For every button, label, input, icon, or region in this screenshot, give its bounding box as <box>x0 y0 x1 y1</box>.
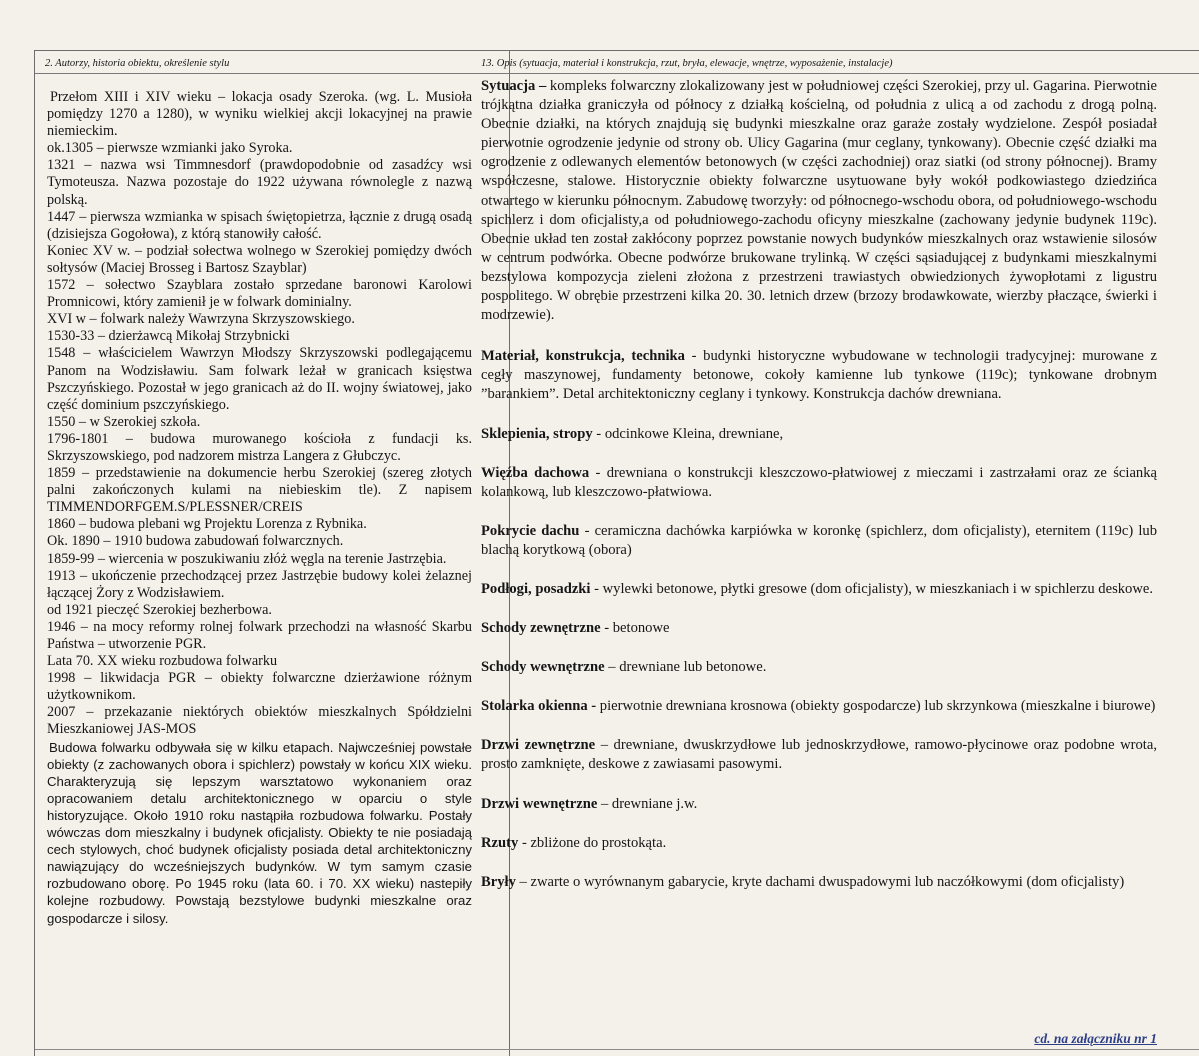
history-entry: ok.1305 – pierwsze wzmianki jako Syroka. <box>47 140 293 157</box>
history-entry: 1550 – w Szerokiej szkoła. <box>47 413 201 430</box>
history-entry: 1860 – budowa plebani wg Projektu Lorenza z Rybnika. <box>47 516 367 533</box>
history-entry: XVI w – folwark należy Wawrzyna Skrzyszowskiego. <box>47 311 355 328</box>
history-entry: 1946 – na mocy reformy rolnej folwark przechodzi na własność Skarbu Państwa – utworzenie PGR. <box>47 618 472 652</box>
history-entry: 1998 – likwidacja PGR – obiekty folwarczne dzierżawione różnym użytkownikom. <box>47 670 472 704</box>
section-text: – drewniane, dwuskrzydłowe lub jednoskrzydłowe, ramowo-płycinowe oraz podobne wrota, prosto zamknięte, deskowe z zawiasami pasowymi. <box>481 737 1157 773</box>
section-label: Materiał, konstrukcja, technika <box>481 348 685 365</box>
description-roof-structure <box>481 464 1157 502</box>
history-entry: Koniec XV w. – podział sołectwa wolnego w Szerokiej pomiędzy dwóch sołtysów (Maciej Brosseg i Bartosz Szayblar) <box>47 242 472 276</box>
section-label: Bryły <box>481 873 516 890</box>
description-outer-stairs <box>481 619 1157 638</box>
attachment-link[interactable]: cd. na załączniku nr 1 <box>1034 1031 1157 1046</box>
history-summary: Budowa folwarku odbywała się w kilku etapach. Najwcześniej powstałe obiekty (z zachowanych obora i spichlerz) powstały w końcu XIX wieku. Charakteryzują się lepszym warsztatowo wykonaniem oraz opracowaniem detalu architektonicznego w oparciu o style historyzujące. Około 1910 roku nastąpiła rozbudowa folwarku. Postały wówczas dom mieszkalny i budynek oficjalisty. Obiekty te nie posiadają cech stylowych, choć budynek oficjalisty posiada detal architektoniczny nawiązujący do wcześniejszych budynków. W tym samym czasie rozbudowano oborę. Po 1945 roku (lata 60. i 70. XX wieku) nastepiły kolejne rozbudowy. Powstają bezstylowe budynki mieszkalne oraz gospodarcze i silosy. <box>47 739 472 926</box>
section-text: – zwarte o wyrównanym gabarycie, kryte dachami dwuspadowymi lub naczółkowymi (dom oficjalisty) <box>515 873 1125 890</box>
bottom-rule <box>35 1049 1199 1050</box>
history-entry: 1530-33 – dzierżawcą Mikołaj Strzybnicki <box>47 328 290 345</box>
history-entry: Ok. 1890 – 1910 budowa zabudowań folwarcznych. <box>47 533 344 550</box>
right-column-header: 13. Opis (sytuacja, materiał i konstrukcja, rzut, bryła, elewacje, wnętrze, wyposażenie, instalacje) <box>481 58 893 69</box>
history-entry: 1859 – przedstawienie na dokumencie herbu Szerokiej (szereg złotych palni zakończonych kulami na niebieskim tle). Z napisem TIMMENDORFGEM.S/PLESSNER/CREIS <box>47 465 472 516</box>
description-column <box>481 77 1157 912</box>
section-label: Drzwi zewnętrzne <box>481 737 596 754</box>
header-rule <box>35 73 1199 74</box>
history-entry: 1859-99 – wiercenia w poszukiwaniu złóż węgla na terenie Jastrzębia. <box>47 550 447 567</box>
section-label: Drzwi wewnętrzne <box>481 795 598 812</box>
section-label: Pokrycie dachu <box>481 522 580 539</box>
history-column <box>47 89 472 927</box>
description-situation <box>481 77 1157 325</box>
history-entry: 1447 – pierwsza wzmianka w spisach świętopietrza, łącznie z drugą osadą (dzisiejsza Gogołowa), z którą stanowiły całość. <box>47 208 472 242</box>
description-material <box>481 347 1157 404</box>
section-label: Sklepienia, stropy <box>481 425 593 442</box>
history-entry: 1548 – właścicielem Wawrzyn Młodszy Skrzyszowski podlegającemu Panom na Wodzisławiu. Sam folwark leżał w granicach księstwa Pszczyńskiego. Pozostał w jego granicach aż do II. wojny światowej, jako część dominium pszczyńskiego. <box>47 345 472 413</box>
description-outer-doors <box>481 736 1157 774</box>
section-text: - zbliżone do prostokąta. <box>518 834 667 851</box>
history-entry: Przełom XIII i XIV wieku – lokacja osady Szeroka. (wg. L. Musioła pomiędzy 1270 a 1280), w wyniku wielkiej akcji lokacyjnej na prawie niemieckim. <box>47 89 472 140</box>
history-entry: 1796-1801 – budowa murowanego kościoła z fundacji ks. Skrzyszowskiego, pod nadzorem mistrza Langera z Głubczyc. <box>47 430 472 464</box>
section-text: pierwotnie drewniana krosnowa (obiekty gospodarcze) lub skrzynkowa (mieszkalne i biurowe) <box>596 698 1156 715</box>
description-vaults <box>481 425 1157 444</box>
section-text: – drewniane j.w. <box>597 795 698 812</box>
history-entry: 1572 – sołectwo Szayblara zostało sprzedane baronowi Karolowi Promnicowi, który zamienił je w folwark dominialny. <box>47 277 472 311</box>
history-entry: od 1921 pieczęć Szerokiej bezherbowa. <box>47 601 272 618</box>
section-text: - wylewki betonowe, płytki gresowe (dom oficjalisty), w mieszkaniach i w spichlerzu deskowe. <box>590 580 1154 597</box>
history-entry: 1913 – ukończenie przechodzącej przez Jastrzębie budowy kolei żelaznej łączącej Żory z Wodzisławiem. <box>47 567 472 601</box>
section-label: Schody zewnętrzne <box>481 620 601 637</box>
section-label: Sytuacja – <box>481 78 547 94</box>
description-massing <box>481 873 1157 892</box>
section-label: Stolarka okienna - <box>481 698 597 715</box>
description-floors <box>481 580 1157 599</box>
section-label: Schody wewnętrzne <box>481 659 605 676</box>
history-entry: 1321 – nazwa wsi Timmnesdorf (prawdopodobnie od zasadźcy wsi Tymoteusza. Nazwa pozostaje do 1922 używana równolegle z nazwą polską. <box>47 157 472 208</box>
description-inner-stairs <box>481 658 1157 677</box>
description-inner-doors <box>481 795 1157 814</box>
section-text: - ceramiczna dachówka karpiówka w koronkę (spichlerz, dom oficjalisty), eternitem (119c) lub blachą korytkową (obora) <box>481 522 1158 558</box>
description-roofing <box>481 522 1157 560</box>
section-text: – drewniane lub betonowe. <box>604 659 767 676</box>
section-text: kompleks folwarczny zlokalizowany jest w południowej części Szerokiej, przy ul. Gagarina. Pierwotnie trójkątna działka graniczyła od północy z działką kościelną, od południa z ulicą a od zachodu z drogą polną. Obecnie działki, na których znajdują się budynki mieszkalne oraz garaże zostały wydzielone. Zespół posiadał pierwotnie ogrodzenie jedynie od strony ob. Ulicy Gagarina (mur ceglany, tynkowany). Obecnie część działki ma ogrodzenie z odlewanych elementów betonowych (w części zachodniej) oraz siatki (od strony północnej). Bramy współczesne, stalowe. Historycznie obiekty folwarczne usytuowane były wokół podkowiastego dziedzińca otwartego w kierunku północnym. Zabudowę tworzyły: od północnego-wschodu obora, od południowego-wschodu spichlerz i dom oficjalisty,a od południowego-zachodu oficyny mieszkalne (zachowany jedynie budynek 119c). Obecnie układ ten został zakłócony poprzez powstanie nowych budynków mieszkalnych oraz wstawienie silosów w centrum podwórka. Obecne podwórze brukowane trylinką. W części sąsiadującej z budynkami mieszkalnymi bezstylowa kompozycja zieleni złożona z przestrzeni trawiastych obwiedzionych żywopłotami z ligustru pospolitego. W obrębie przestrzeni kilka 20. 30. letnich drzew (brzozy brodawkowate, wierzby płaczące, świerki i modrzewie). <box>481 78 1158 324</box>
left-column-header: 2. Autorzy, historia obiektu, określenie stylu <box>45 58 230 69</box>
section-text: - betonowe <box>600 620 670 637</box>
description-windows <box>481 697 1157 716</box>
description-plans <box>481 834 1157 853</box>
section-text: - drewniana o konstrukcji kleszczowo-płatwiowej z mieczami i zastrzałami oraz ze ścianką kolankową, lub kleszczowo-płatwiowa. <box>481 464 1157 500</box>
section-label: Więźba dachowa <box>481 464 590 481</box>
document-sheet <box>34 50 1199 1056</box>
section-text: - budynki historyczne wybudowane w technologii tradycyjnej: murowane z cegły maszynowej, fundamenty betonowe, cokoły kamienne lub tynkowe (119c); tynkowane drobnym ”barankiem”. Detal architektoniczny ceglany i tynkowy. Konstrukcja dachów drewniana. <box>481 348 1157 403</box>
section-text: - odcinkowe Kleina, drewniane, <box>592 425 784 442</box>
section-label: Rzuty <box>481 834 519 851</box>
section-label: Podłogi, posadzki <box>481 580 591 597</box>
history-entry: 2007 – przekazanie niektórych obiektów mieszkalnych Spółdzielni Mieszkaniowej JAS-MOS <box>47 704 472 738</box>
history-entry: Lata 70. XX wieku rozbudowa folwarku <box>47 653 278 670</box>
